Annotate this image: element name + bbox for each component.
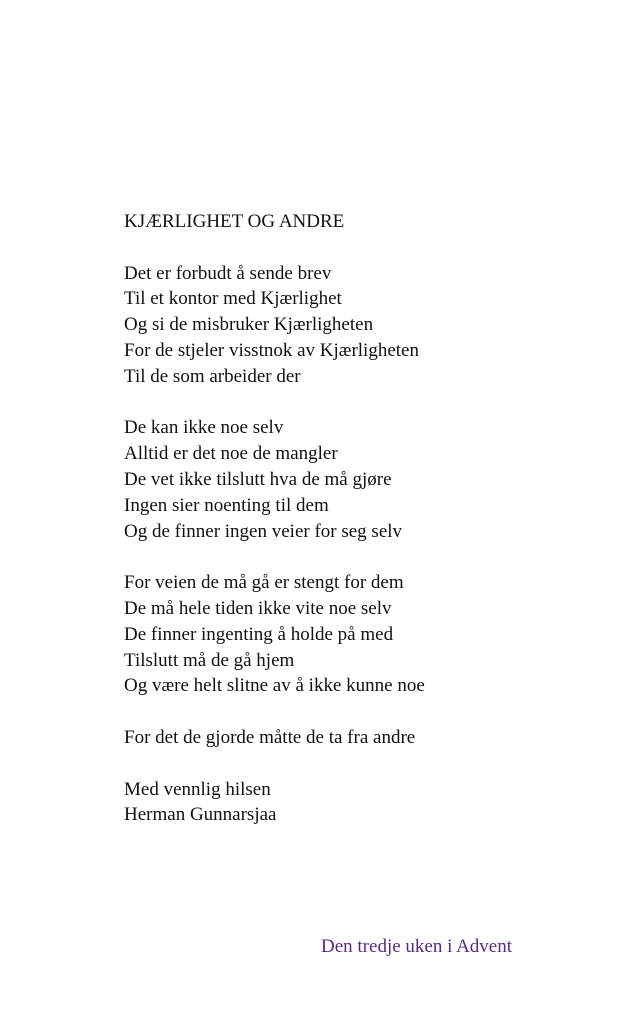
- poem-line: De vet ikke tilslutt hva de må gjøre: [124, 468, 392, 490]
- stanza-2: [124, 415, 604, 544]
- signature-block: [124, 777, 604, 829]
- poem-line: For veien de må gå er stengt for dem: [124, 572, 404, 594]
- stanza-3: [124, 570, 604, 699]
- poem-line: Det er forbudt å sende brev: [124, 262, 332, 284]
- poem-line: Tilslutt må de gå hjem: [124, 649, 295, 671]
- poem-line: De finner ingenting å holde på med: [124, 623, 394, 645]
- poem-title: KJÆRLIGHET OG ANDRE: [124, 211, 345, 232]
- poem: [124, 209, 604, 828]
- stanza-1: [124, 261, 604, 390]
- poem-line: Til et kontor med Kjærlighet: [124, 288, 342, 310]
- poem-line: Og si de misbruker Kjærligheten: [124, 314, 374, 336]
- footer-note: Den tredje uken i Advent: [321, 936, 513, 957]
- signature-closing: Med vennlig hilsen: [124, 778, 271, 800]
- signature-name: Herman Gunnarsjaa: [124, 804, 277, 826]
- poem-line: Og de finner ingen veier for seg selv: [124, 520, 403, 542]
- stanza-4: [124, 725, 604, 751]
- poem-line: Og være helt slitne av å ikke kunne noe: [124, 675, 425, 697]
- poem-line: Til de som arbeider der: [124, 365, 301, 387]
- poem-line: Ingen sier noenting til dem: [124, 494, 329, 516]
- poem-line: De må hele tiden ikke vite noe selv: [124, 597, 392, 619]
- poem-line: For det de gjorde måtte de ta fra andre: [124, 726, 416, 748]
- poem-line: Alltid er det noe de mangler: [124, 443, 338, 465]
- poem-line: De kan ikke noe selv: [124, 417, 284, 439]
- poem-line: For de stjeler visstnok av Kjærligheten: [124, 339, 419, 361]
